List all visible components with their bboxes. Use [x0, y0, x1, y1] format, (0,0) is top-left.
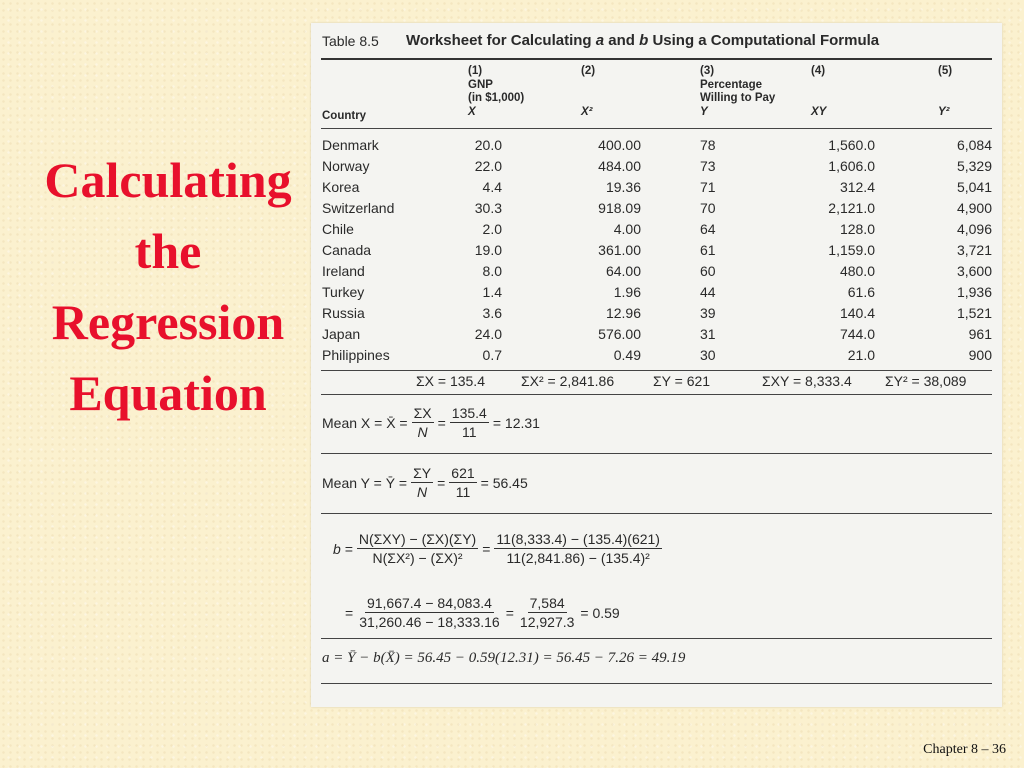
sums-row [321, 373, 992, 393]
cell-xy: 744.0 [839, 326, 875, 342]
cell-x: 19.0 [474, 242, 502, 258]
sum-y: ΣY = 621 [653, 373, 711, 389]
cell-y2: 1,936 [956, 284, 992, 300]
column-header-x2 [581, 65, 595, 119]
cell-country: Ireland [322, 263, 365, 279]
col-head-line: X [468, 105, 476, 118]
equals: = [437, 414, 446, 431]
cell-xy: 128.0 [839, 221, 875, 237]
cell-country: Chile [322, 221, 354, 237]
cell-x: 20.0 [474, 137, 502, 153]
cell-country: Canada [322, 242, 372, 258]
col-head-line [811, 92, 826, 106]
col-head-line: (1) [468, 65, 483, 77]
col-head-line: X² [581, 105, 593, 118]
cell-country: Denmark [322, 137, 379, 153]
table-row [321, 198, 992, 219]
cell-xy: 61.6 [847, 284, 875, 300]
cell-x2: 0.49 [613, 347, 641, 363]
cell-y2: 5,041 [956, 179, 992, 195]
table-title-part: Using a Computational Formula [648, 32, 880, 49]
mean-x-label: Mean X = X̄ = [322, 414, 408, 431]
cell-x2: 12.96 [605, 305, 641, 321]
table-row [321, 303, 992, 324]
cell-x: 2.0 [482, 221, 502, 237]
column-header-xy [811, 65, 826, 119]
cell-country: Japan [322, 326, 361, 342]
table-row [321, 324, 992, 345]
cell-y: 78 [700, 137, 716, 153]
numerator: 91,667.4 − 84,083.4 [366, 595, 492, 611]
denominator: 11(2,841.86) − (135.4)² [506, 550, 650, 566]
divider [321, 394, 992, 395]
cell-y2: 4,096 [956, 221, 992, 237]
cell-x: 4.4 [482, 179, 502, 195]
fraction [449, 465, 476, 500]
numerator: ΣY [413, 465, 432, 481]
divider [321, 638, 992, 639]
b-result: = 0.59 [580, 604, 620, 621]
denominator: 31,260.46 − 18,333.16 [359, 614, 500, 630]
cell-y2: 3,600 [956, 263, 992, 279]
cell-x2: 361.00 [598, 242, 641, 258]
denominator: 11 [462, 424, 477, 440]
fraction [357, 595, 502, 630]
mean-y-formula [322, 465, 528, 500]
cell-xy: 140.4 [839, 305, 875, 321]
cell-x2: 1.96 [613, 284, 641, 300]
numerator: N(ΣXY) − (ΣX)(ΣY) [358, 531, 477, 547]
cell-x2: 64.00 [605, 263, 641, 279]
table-row [321, 177, 992, 198]
table-row [321, 135, 992, 156]
mean-y-result: = 56.45 [480, 474, 528, 491]
sum-x2: ΣX² = 2,841.86 [521, 373, 615, 389]
col-head-line [811, 79, 826, 93]
denominator: 11 [455, 484, 471, 500]
cell-y: 39 [700, 305, 716, 321]
table-number: Table 8.5 [322, 33, 379, 49]
cell-y: 71 [700, 179, 716, 195]
cell-y2: 900 [968, 347, 992, 363]
fraction [357, 531, 478, 566]
equals: = [482, 540, 491, 557]
cell-y2: 961 [968, 326, 992, 342]
cell-y: 60 [700, 263, 716, 279]
cell-y2: 1,521 [956, 305, 992, 321]
cell-y: 31 [700, 326, 716, 342]
divider [321, 58, 992, 60]
b-result-formula [345, 595, 620, 630]
cell-country: Switzerland [322, 200, 395, 216]
numerator: 11(8,333.4) − (135.4)(621) [496, 531, 660, 547]
column-header-x [468, 65, 524, 119]
col-head-line: Willing to Pay [700, 92, 776, 104]
table-title-b: b [639, 32, 649, 49]
cell-y: 44 [700, 284, 716, 300]
table-row [321, 156, 992, 177]
cell-x2: 918.09 [598, 200, 641, 216]
title-line: the [134, 223, 202, 279]
cell-x2: 19.36 [605, 179, 641, 195]
cell-xy: 1,159.0 [828, 242, 875, 258]
cell-x2: 484.00 [598, 158, 641, 174]
col-head-line [938, 79, 952, 93]
col-head-line: (in $1,000) [468, 92, 525, 104]
cell-xy: 1,560.0 [828, 137, 875, 153]
fraction [411, 465, 433, 500]
cell-country: Norway [322, 158, 370, 174]
col-head-line: Y [700, 105, 708, 118]
cell-country: Korea [322, 179, 360, 195]
cell-y: 61 [700, 242, 716, 258]
divider [321, 513, 992, 514]
b-label: b = [333, 540, 353, 557]
cell-y2: 5,329 [956, 158, 992, 174]
column-header-y [700, 65, 775, 119]
cell-x: 22.0 [474, 158, 502, 174]
country-header: Country [322, 110, 367, 122]
cell-x2: 400.00 [598, 137, 641, 153]
cell-country: Turkey [322, 284, 365, 300]
cell-country: Philippines [322, 347, 390, 363]
table-title [406, 32, 879, 49]
cell-y2: 6,084 [956, 137, 992, 153]
mean-y-label: Mean Y = Ȳ = [322, 474, 408, 491]
equals: = [437, 474, 446, 491]
b-formula [333, 531, 666, 566]
table-title-part: Worksheet for Calculating [406, 32, 596, 49]
cell-xy: 21.0 [847, 347, 875, 363]
col-head-line: (2) [581, 65, 596, 77]
cell-y: 70 [700, 200, 716, 216]
sum-y2: ΣY² = 38,089 [885, 373, 967, 389]
table-title-part: and [604, 32, 640, 49]
cell-xy: 480.0 [839, 263, 875, 279]
col-head-line: Y² [938, 105, 950, 118]
cell-x: 1.4 [482, 284, 502, 300]
numerator: 7,584 [529, 595, 565, 611]
denominator: 12,927.3 [519, 614, 575, 630]
cell-x: 3.6 [482, 305, 502, 321]
denominator: N [417, 484, 428, 500]
table-row [321, 345, 992, 366]
col-head-line: (4) [811, 65, 826, 77]
cell-xy: 312.4 [839, 179, 875, 195]
numerator: ΣX [413, 405, 432, 421]
slide-title [18, 145, 318, 429]
title-line: Calculating [44, 152, 292, 208]
mean-x-formula [322, 405, 540, 440]
cell-y2: 3,721 [956, 242, 992, 258]
cell-x2: 576.00 [598, 326, 641, 342]
col-head-line: XY [811, 105, 827, 118]
cell-xy: 2,121.0 [828, 200, 875, 216]
col-head-line: (3) [700, 65, 715, 77]
col-head-line: (5) [938, 65, 953, 77]
divider [321, 370, 992, 371]
divider [321, 128, 992, 129]
column-header-y2 [938, 65, 952, 119]
title-line: Regression [51, 294, 285, 350]
title-line: Equation [69, 365, 267, 421]
cell-xy: 1,606.0 [828, 158, 875, 174]
table-title-a: a [595, 32, 605, 49]
fraction [412, 405, 434, 440]
divider [321, 453, 992, 454]
equals: = [505, 604, 514, 621]
fraction [450, 405, 489, 440]
col-head-line: GNP [468, 78, 493, 91]
cell-y: 73 [700, 158, 716, 174]
cell-x2: 4.00 [613, 221, 641, 237]
cell-y: 64 [700, 221, 716, 237]
numerator: 621 [451, 465, 475, 481]
denominator: N(ΣX²) − (ΣX)² [372, 550, 463, 566]
cell-x: 0.7 [482, 347, 502, 363]
sum-xy: ΣXY = 8,333.4 [762, 373, 852, 389]
mean-x-result: = 12.31 [492, 414, 540, 431]
table-row [321, 261, 992, 282]
table-row [321, 219, 992, 240]
table-row [321, 240, 992, 261]
col-head-line [581, 79, 595, 93]
col-head-line [938, 92, 952, 106]
fraction [518, 595, 577, 630]
a-formula: a = Ȳ − b(X̄) = 56.45 − 0.59(12.31) = 56.45 − 7.26 = 49.19 [322, 650, 686, 666]
table-row [321, 282, 992, 303]
col-head-line: Percentage [700, 78, 763, 91]
numerator: 135.4 [451, 405, 487, 421]
cell-x: 8.0 [482, 263, 502, 279]
cell-y2: 4,900 [956, 200, 992, 216]
cell-x: 30.3 [474, 200, 502, 216]
sum-x: ΣX = 135.4 [416, 373, 485, 389]
worksheet-table-image [311, 23, 1002, 707]
cell-x: 24.0 [474, 326, 502, 342]
denominator: N [417, 424, 428, 440]
fraction [494, 531, 662, 566]
col-head-line [581, 92, 595, 106]
cell-y: 30 [700, 347, 716, 363]
equals: = [345, 604, 354, 621]
divider [321, 683, 992, 684]
slide-footer: Chapter 8 – 36 [923, 742, 1006, 757]
cell-country: Russia [322, 305, 365, 321]
